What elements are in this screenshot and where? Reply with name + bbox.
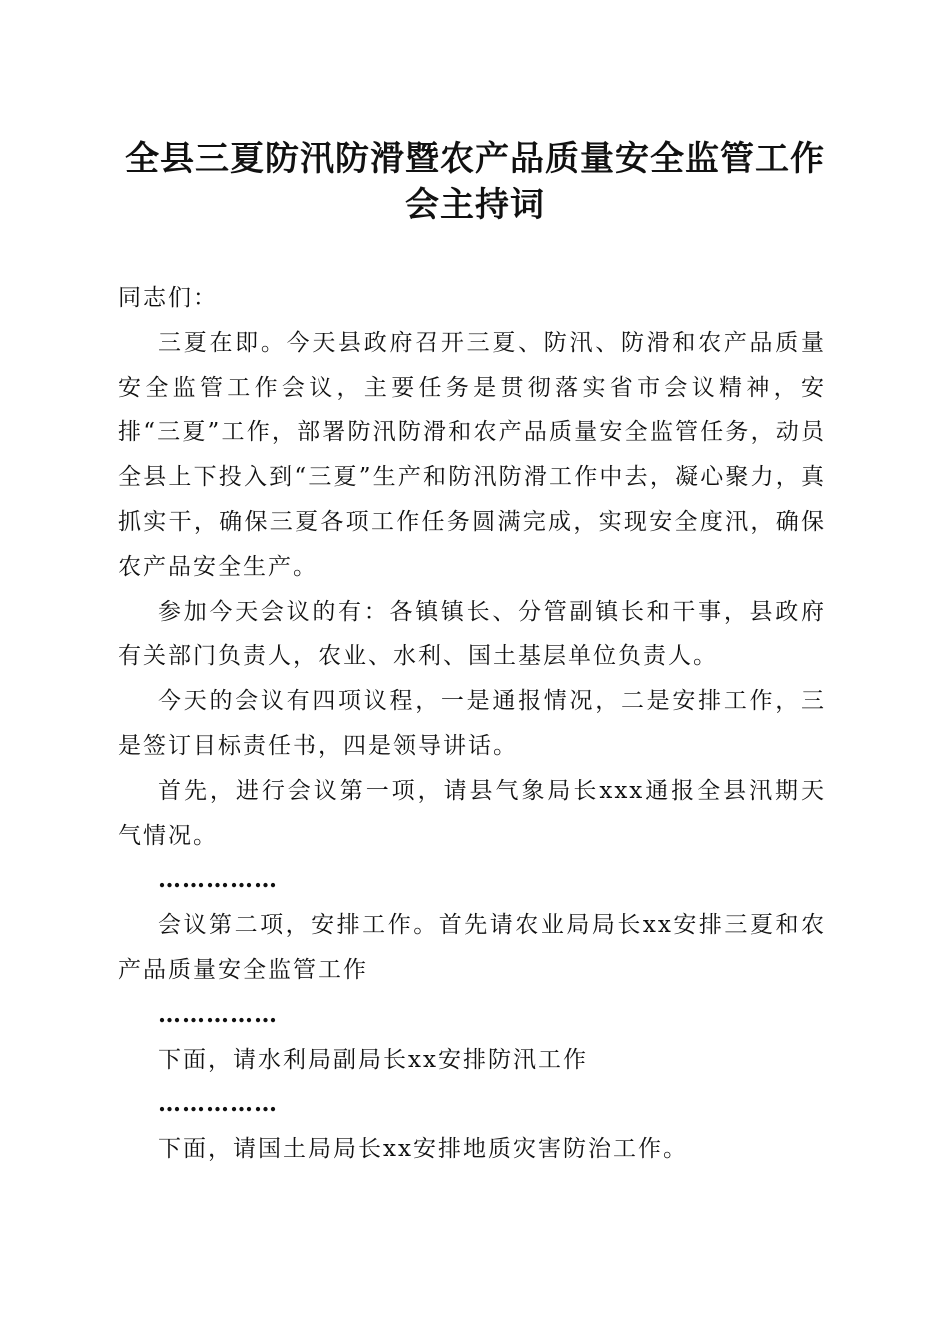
ellipsis-separator: …………… xyxy=(158,866,278,894)
title-line-2: 会主持词 xyxy=(405,185,545,225)
paragraph-item-two: 会议第二项，安排工作。首先请农业局局长xx安排三夏和农产品质量安全监管工作 xyxy=(118,912,826,983)
title-line-1: 全县三夏防汛防滑暨农产品质量安全监管工作 xyxy=(125,139,825,179)
salutation: 同志们： xyxy=(118,285,218,311)
paragraph-agenda: 今天的会议有四项议程，一是通报情况，二是安排工作，三是签订目标责任书，四是领导讲话。 xyxy=(118,688,826,759)
document-title xyxy=(100,136,850,228)
paragraph-flood-control: 下面，请水利局副局长xx安排防汛工作 xyxy=(158,1046,588,1073)
document-body xyxy=(118,276,826,1172)
paragraph-attendees: 参加今天会议的有：各镇镇长、分管副镇长和干事，县政府有关部门负责人，农业、水利、国土基层单位负责人。 xyxy=(118,598,826,670)
paragraph-geological-hazard: 下面，请国土局局长xx安排地质灾害防治工作。 xyxy=(158,1136,688,1163)
paragraph-opening: 三夏在即。今天县政府召开三夏、防汛、防滑和农产品质量安全监管工作会议，主要任务是贯彻落实省市会议精神，安排“三夏”工作，部署防汛防滑和农产品质量安全监管任务，动员全县上下投入到“三夏”生产和防汛防滑工作中去，凝心聚力，真抓实干，确保三夏各项工作任务圆满完成，实现安全度汛，确保农产品安全生产。 xyxy=(118,329,826,580)
ellipsis-separator: …………… xyxy=(158,1000,278,1028)
ellipsis-separator: …………… xyxy=(158,1090,278,1118)
paragraph-item-one: 首先，进行会议第一项，请县气象局长xxx通报全县汛期天气情况。 xyxy=(118,777,826,849)
